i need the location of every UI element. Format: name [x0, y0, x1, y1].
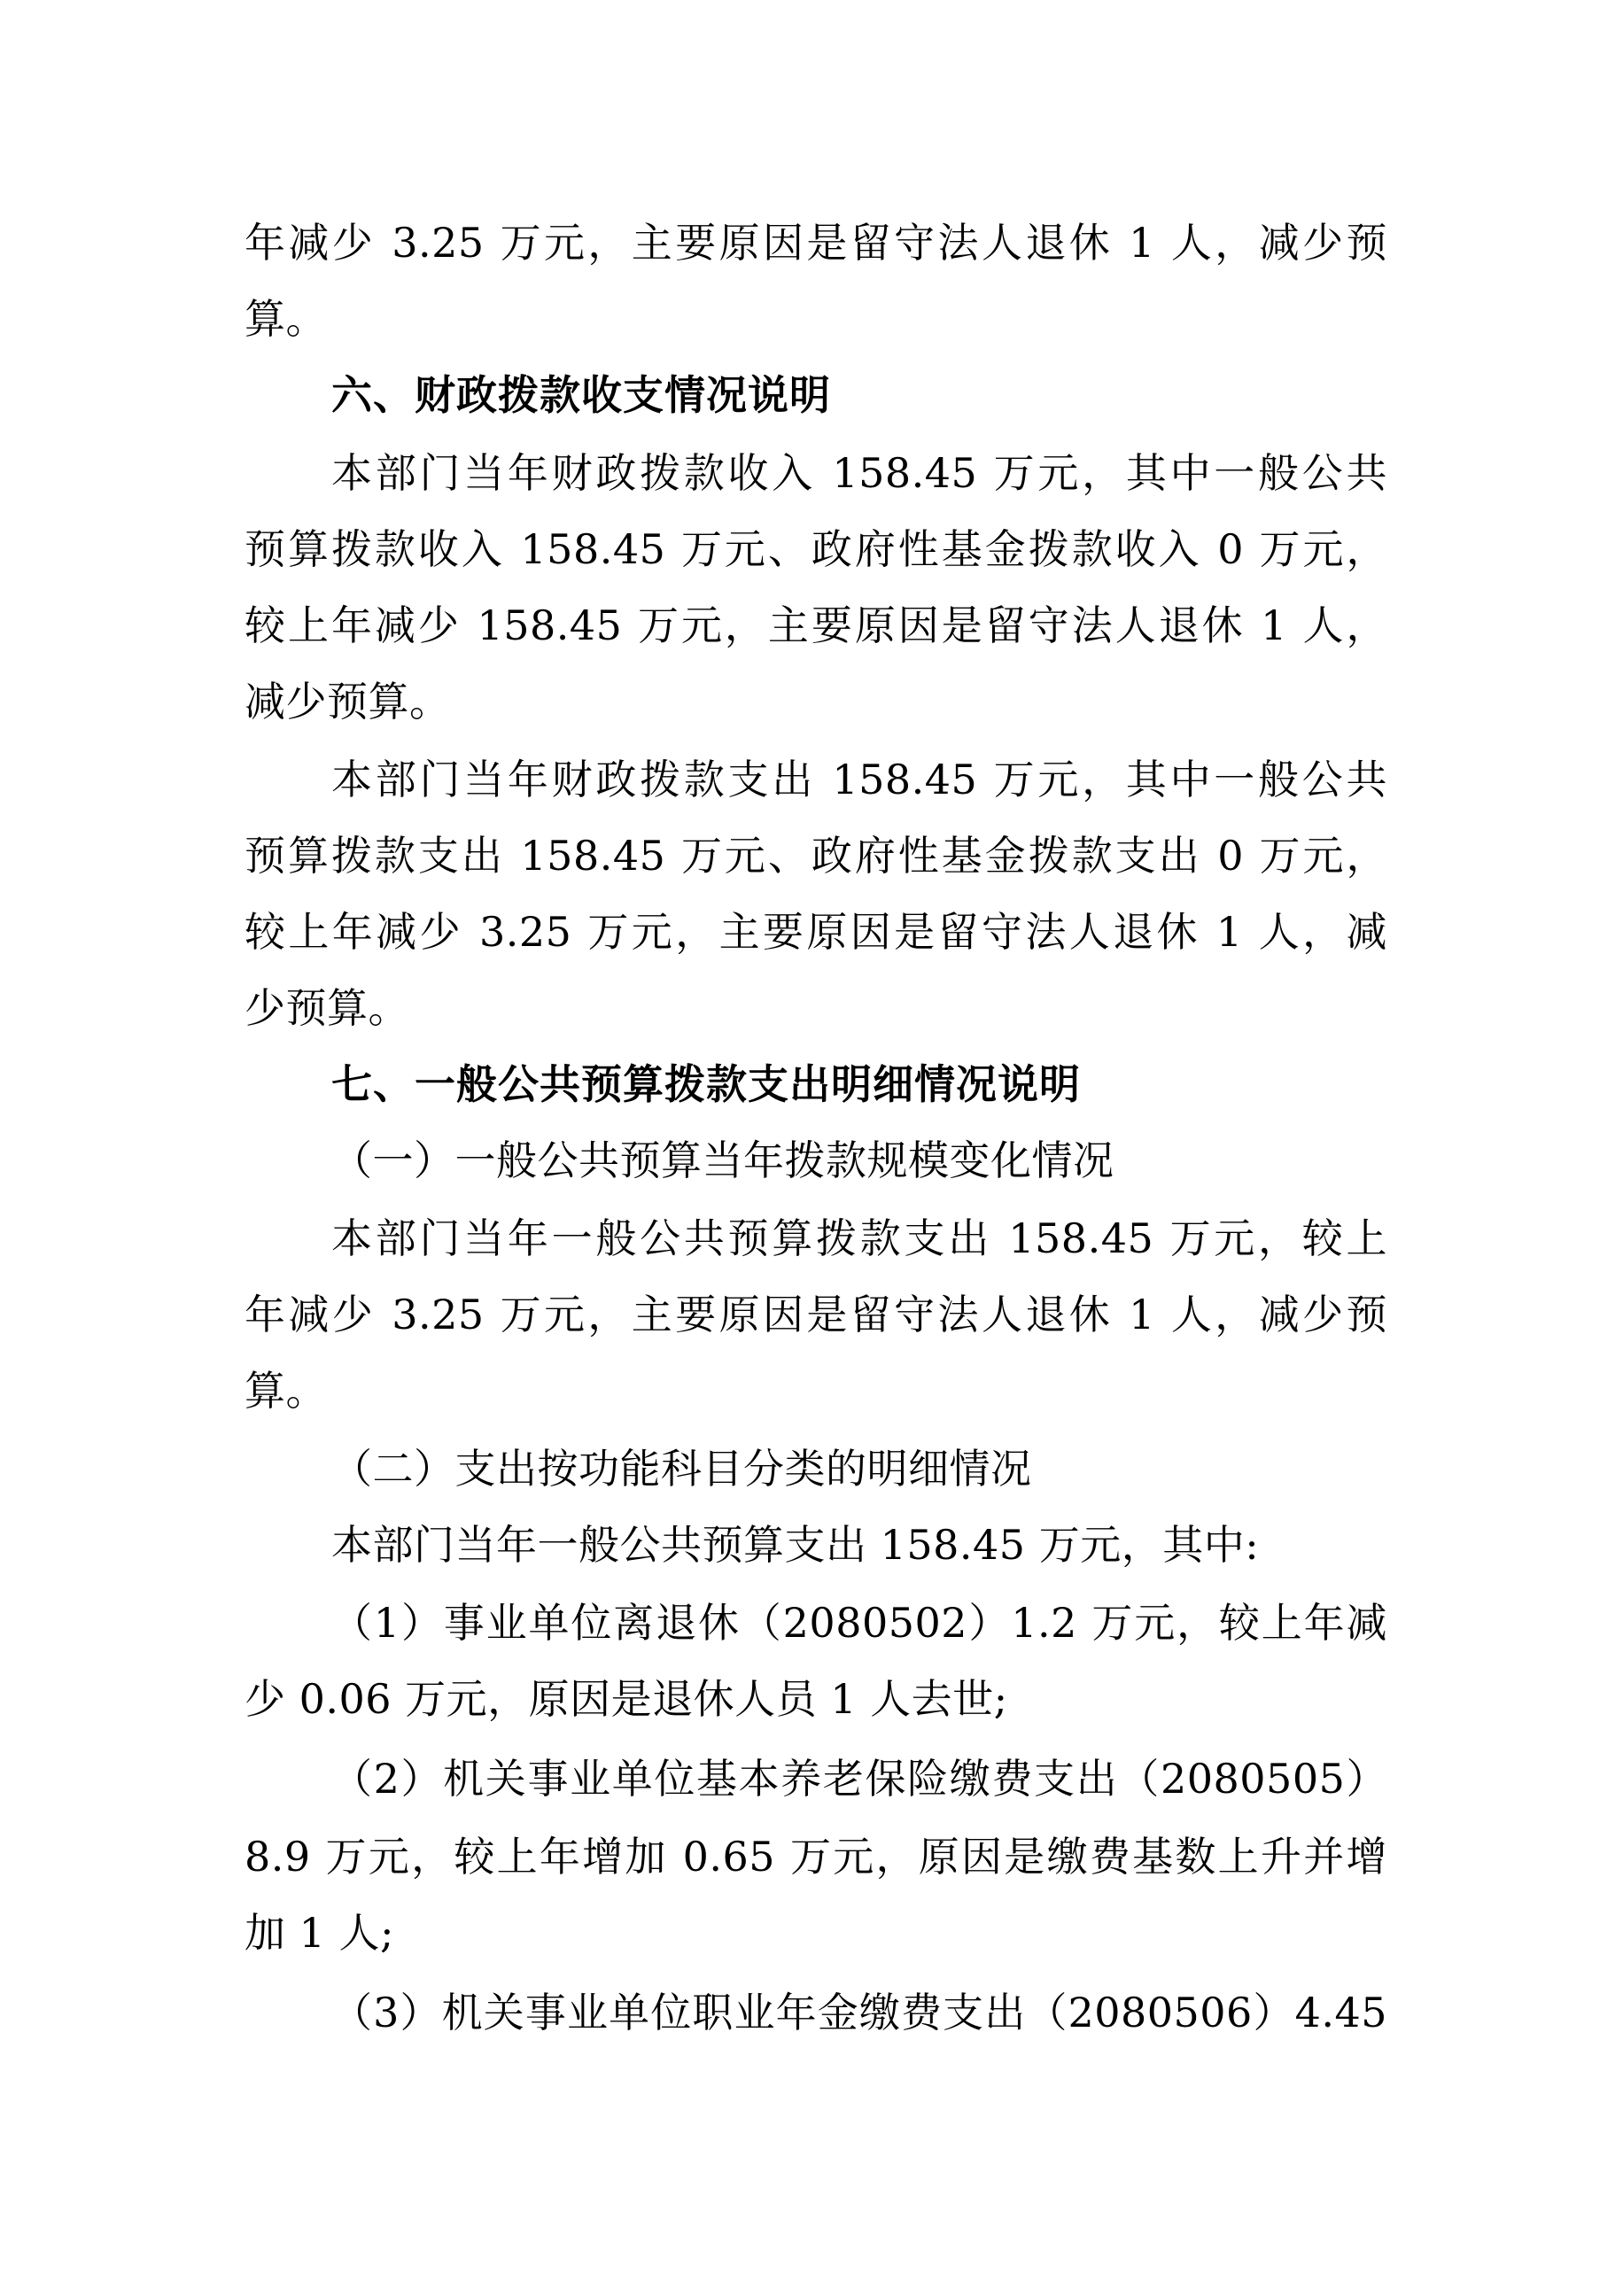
body-text-line: 加 1 人;: [245, 1909, 395, 1957]
body-text-line: （3）机关事业单位职业年金缴费支出（2080506）4.45: [331, 1989, 1387, 2036]
body-text-line: 预算拨款收入 158.45 万元、政府性基金拨款收入 0 万元，: [245, 525, 1387, 573]
section-heading: 七、一般公共预算拨款支出明细情况说明: [331, 1060, 1081, 1108]
body-text-line: 年减少 3.25 万元，主要原因是留守法人退休 1 人，减少预: [245, 1291, 1387, 1338]
body-text-line: 较上年减少 3.25 万元，主要原因是留守法人退休 1 人，减: [245, 908, 1387, 956]
body-text-line: 本部门当年一般公共预算拨款支出 158.45 万元，较上: [331, 1214, 1387, 1262]
body-text-line: 减少预算。: [245, 678, 451, 725]
body-text-line: 本部门当年财政拨款支出 158.45 万元，其中一般公共: [331, 756, 1387, 803]
body-text-line: 算。: [245, 295, 327, 343]
section-heading: 六、财政拨款收支情况说明: [331, 371, 831, 419]
body-text-line: 少预算。: [245, 984, 409, 1032]
body-text-line: 本部门当年一般公共预算支出 158.45 万元，其中:: [331, 1521, 1260, 1569]
body-text-line: 8.9 万元，较上年增加 0.65 万元，原因是缴费基数上升并增: [245, 1833, 1387, 1881]
body-text-line: 较上年减少 158.45 万元，主要原因是留守法人退休 1 人，: [245, 601, 1387, 649]
body-text-line: 本部门当年财政拨款收入 158.45 万元，其中一般公共: [331, 449, 1387, 497]
subsection-heading: （一）一般公共预算当年拨款规模变化情况: [331, 1136, 1114, 1184]
body-text-line: 预算拨款支出 158.45 万元、政府性基金拨款支出 0 万元，: [245, 832, 1387, 880]
body-text-line: 少 0.06 万元，原因是退休人员 1 人去世;: [245, 1675, 1008, 1723]
body-text-line: （1）事业单位离退休（2080502）1.2 万元，较上年减: [331, 1599, 1387, 1647]
body-text-line: 年减少 3.25 万元，主要原因是留守法人退休 1 人，减少预: [245, 219, 1387, 267]
body-text-line: （2）机关事业单位基本养老保险缴费支出（2080505）: [331, 1755, 1387, 1803]
subsection-heading: （二）支出按功能科目分类的明细情况: [331, 1445, 1032, 1493]
body-text-line: 算。: [245, 1367, 327, 1415]
